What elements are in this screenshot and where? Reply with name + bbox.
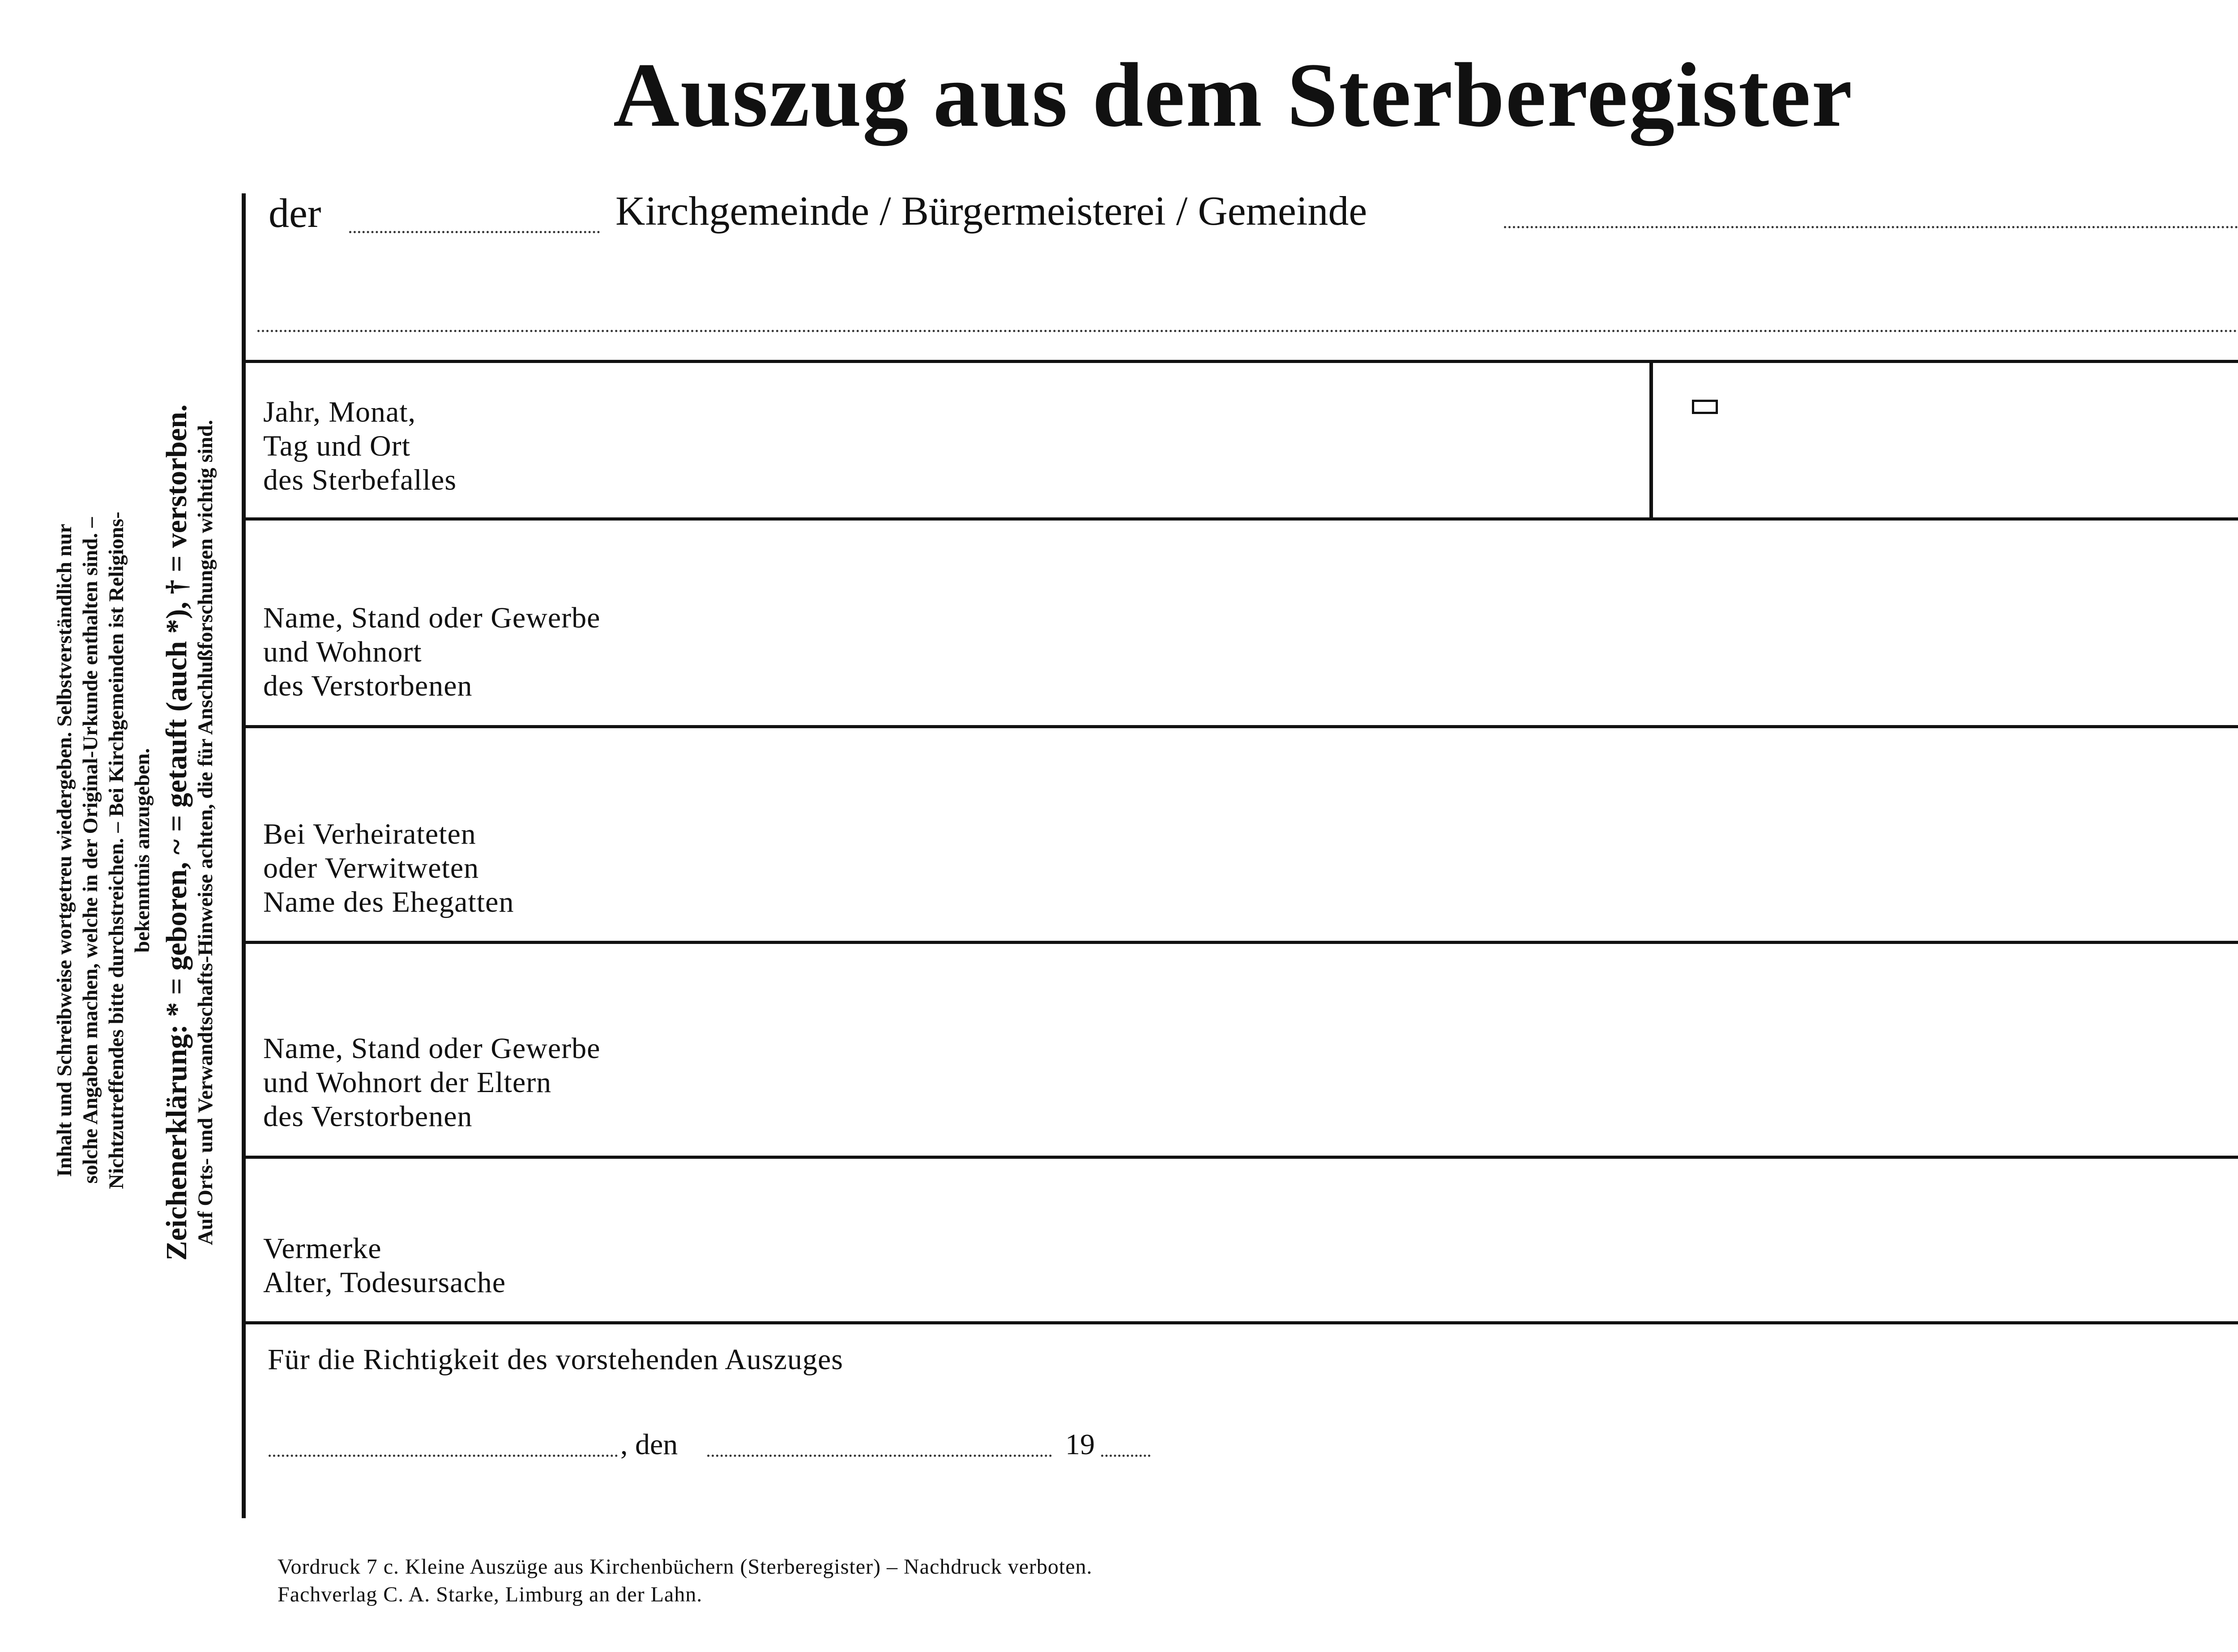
row-parents-label: Name, Stand oder Gewerbe und Wohnort der Eltern des Verstorbenen (263, 1032, 601, 1133)
date-field[interactable] (707, 1455, 1052, 1457)
place-field[interactable] (269, 1455, 618, 1457)
year-prefix-label: 19 (1065, 1428, 1095, 1461)
year-field[interactable] (1101, 1455, 1150, 1457)
footer-line: Fachverlag C. A. Starke, Limburg an der Lahn. (278, 1583, 703, 1606)
row-inner-divider (1649, 362, 1653, 519)
document-title: Auszug aus dem Sterberegister (613, 44, 1854, 146)
row-remarks-label: Vermerke Alter, Todesursache (263, 1232, 506, 1299)
parish-name-field[interactable] (349, 231, 600, 233)
row-divider (242, 1321, 2238, 1324)
sidebar-legend (161, 251, 218, 1414)
left-frame-rule (242, 193, 246, 1518)
checkbox[interactable] (1692, 400, 1718, 414)
row-divider (242, 517, 2238, 521)
row-divider (242, 360, 2238, 363)
legend-hint: Auf Orts- und Verwandtschafts-Hinweise achten, die für Anschlußforschungen wichtig sind. (194, 419, 217, 1246)
sidebar-instructions: Inhalt und Schreibweise wortgetreu wiedergeben. Selbstverständlich nur solche Angaben machen, welche in der Original-Urkunde enthalten sind. – Nichtzutreffendes bitte durchstreichen. – Bei Kirchgemeinden ist Religions- bekenntnis anzugeben. (53, 512, 154, 1189)
row-spouse-label: Bei Verheirateten oder Verwitweten Name des Ehegatten (263, 818, 514, 918)
row-divider (242, 1156, 2238, 1159)
row-date-place-of-death-label: Jahr, Monat, Tag und Ort des Sterbefalles (263, 396, 457, 496)
kirchgemeinde-label: Kirchgemeinde / Bürgermeisterei / Gemeinde (615, 188, 1367, 234)
footer-line: Vordruck 7 c. Kleine Auszüge aus Kirchenbüchern (Sterberegister) – Nachdruck verboten. (278, 1555, 1093, 1579)
certification-text: Für die Richtigkeit des vorstehenden Auszuges (268, 1343, 843, 1376)
address-line-field[interactable] (257, 330, 2238, 332)
legend-symbols: Zeichenerklärung: * = geboren, ~ = getauft (auch *), † = verstorben. (160, 404, 193, 1261)
row-divider (242, 725, 2238, 728)
den-label: , den (620, 1428, 678, 1461)
footer-imprint (278, 1553, 1093, 1609)
municipality-name-field[interactable] (1504, 226, 2238, 228)
row-deceased-name-label: Name, Stand oder Gewerbe und Wohnort des Verstorbenen (263, 602, 601, 702)
row-divider (242, 941, 2238, 944)
der-label: der (269, 190, 321, 236)
